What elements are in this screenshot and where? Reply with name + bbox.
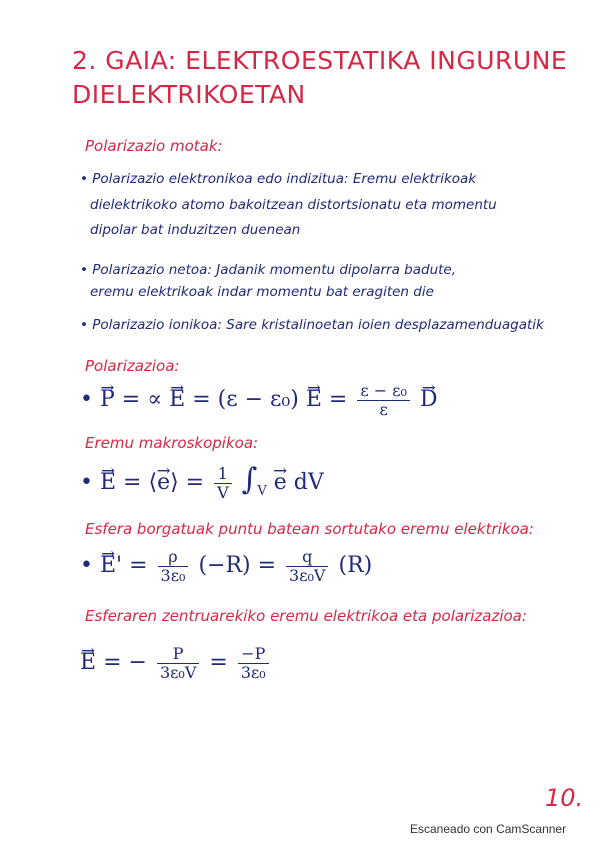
eq-part: = <box>209 650 228 676</box>
integral-subscript: V <box>257 483 267 499</box>
denominator: ε <box>379 399 388 419</box>
vector-r: (R) <box>338 553 373 579</box>
title-line-1: 2. GAIA: ELEKTROESTATIKA INGURUNE <box>72 46 568 75</box>
differential: dV <box>293 470 324 495</box>
denominator: 3ε₀ <box>240 662 266 682</box>
bullet-3-text-1: Polarizazio ionikoa: Sare kristalinoetan ioien desplazamenduagatik <box>92 317 544 333</box>
denominator: V <box>217 482 229 502</box>
vector-p: → P <box>100 387 115 412</box>
fraction <box>214 465 232 501</box>
bullet-dot: • <box>80 262 88 278</box>
scanner-watermark: Escaneado con CamScanner <box>410 822 567 836</box>
eq-part: = ∝ <box>121 387 163 413</box>
fraction <box>158 548 189 584</box>
vector-e-micro: → e <box>274 470 287 495</box>
vector-e: → E <box>169 387 185 412</box>
fraction <box>157 645 199 681</box>
equation-polarizazioa <box>80 382 438 418</box>
equation-zentru <box>80 645 272 681</box>
eq-part: = <box>328 387 348 413</box>
vector-r: (−R) <box>198 553 251 579</box>
fraction <box>238 645 269 681</box>
heading-polarizazio-motak: Polarizazio motak: <box>85 137 223 155</box>
bullet-2-line-2: eremu elektrikoak indar momentu bat eragiten die <box>90 284 434 300</box>
equation-esfera <box>80 548 372 584</box>
vector-d: → D <box>420 387 438 412</box>
numerator: 1 <box>214 465 232 484</box>
heading-eremu-makroskopikoa: Eremu makroskopikoa: <box>85 434 259 452</box>
heading-zentru: Esferaren zentruarekiko eremu elektrikoa eta polarizazioa: <box>85 607 527 625</box>
bullet-3-line-1 <box>80 317 544 333</box>
fraction <box>357 382 410 418</box>
bullet-1-line-3: dipolar bat induzitzen duenean <box>90 222 301 238</box>
eq-part: = (ε − ε₀) <box>192 387 299 413</box>
heading-esfera: Esfera borgatuak puntu batean sortutako eremu elektrikoa: <box>85 520 534 538</box>
vector-e: → E <box>306 387 322 412</box>
bullet-dot: • <box>80 317 88 333</box>
heading-polarizazioa: Polarizazioa: <box>85 357 180 375</box>
numerator: P <box>157 645 199 664</box>
bullet-2-line-1 <box>80 262 456 278</box>
eq-part: = <box>129 553 148 579</box>
bullet-dot: • <box>80 470 93 495</box>
integral-sign: ∫ <box>241 462 258 497</box>
title-line-2: DIELEKTRIKOETAN <box>72 80 306 109</box>
page-number: 10. <box>545 784 584 812</box>
eq-part: = ⟨ <box>123 470 158 495</box>
numerator: q <box>286 548 328 567</box>
numerator: ρ <box>158 548 189 567</box>
numerator: ε − ε₀ <box>357 382 410 401</box>
bullet-1-line-2: dielektrikoko atomo bakoitzean distortsionatu eta momentu <box>90 197 497 213</box>
eq-part: = − <box>103 650 147 676</box>
denominator: 3ε₀V <box>289 565 326 585</box>
eq-part: ⟩ = <box>170 470 205 495</box>
bullet-dot: • <box>80 171 88 187</box>
vector-e: → E <box>100 470 116 495</box>
bullet-dot: • <box>80 553 93 579</box>
numerator: −P <box>238 645 269 664</box>
bullet-dot: • <box>80 387 93 413</box>
denominator: 3ε₀V <box>159 662 197 682</box>
vector-e-micro: → e <box>157 470 170 495</box>
vector-e: → E <box>100 553 116 578</box>
vector-e: → E <box>80 650 96 675</box>
eq-part: = <box>257 553 277 579</box>
equation-eremu-makroskopikoa <box>80 462 324 501</box>
fraction <box>286 548 328 584</box>
denominator: 3ε₀ <box>160 565 186 585</box>
bullet-2-text-1: Polarizazio netoa: Jadanik momentu dipolarra badute, <box>92 262 457 278</box>
prime: ' <box>116 553 123 579</box>
bullet-1-line-1 <box>80 171 476 187</box>
bullet-1-text-1: Polarizazio elektronikoa edo indizitua: Eremu elektrikoak <box>92 171 477 187</box>
